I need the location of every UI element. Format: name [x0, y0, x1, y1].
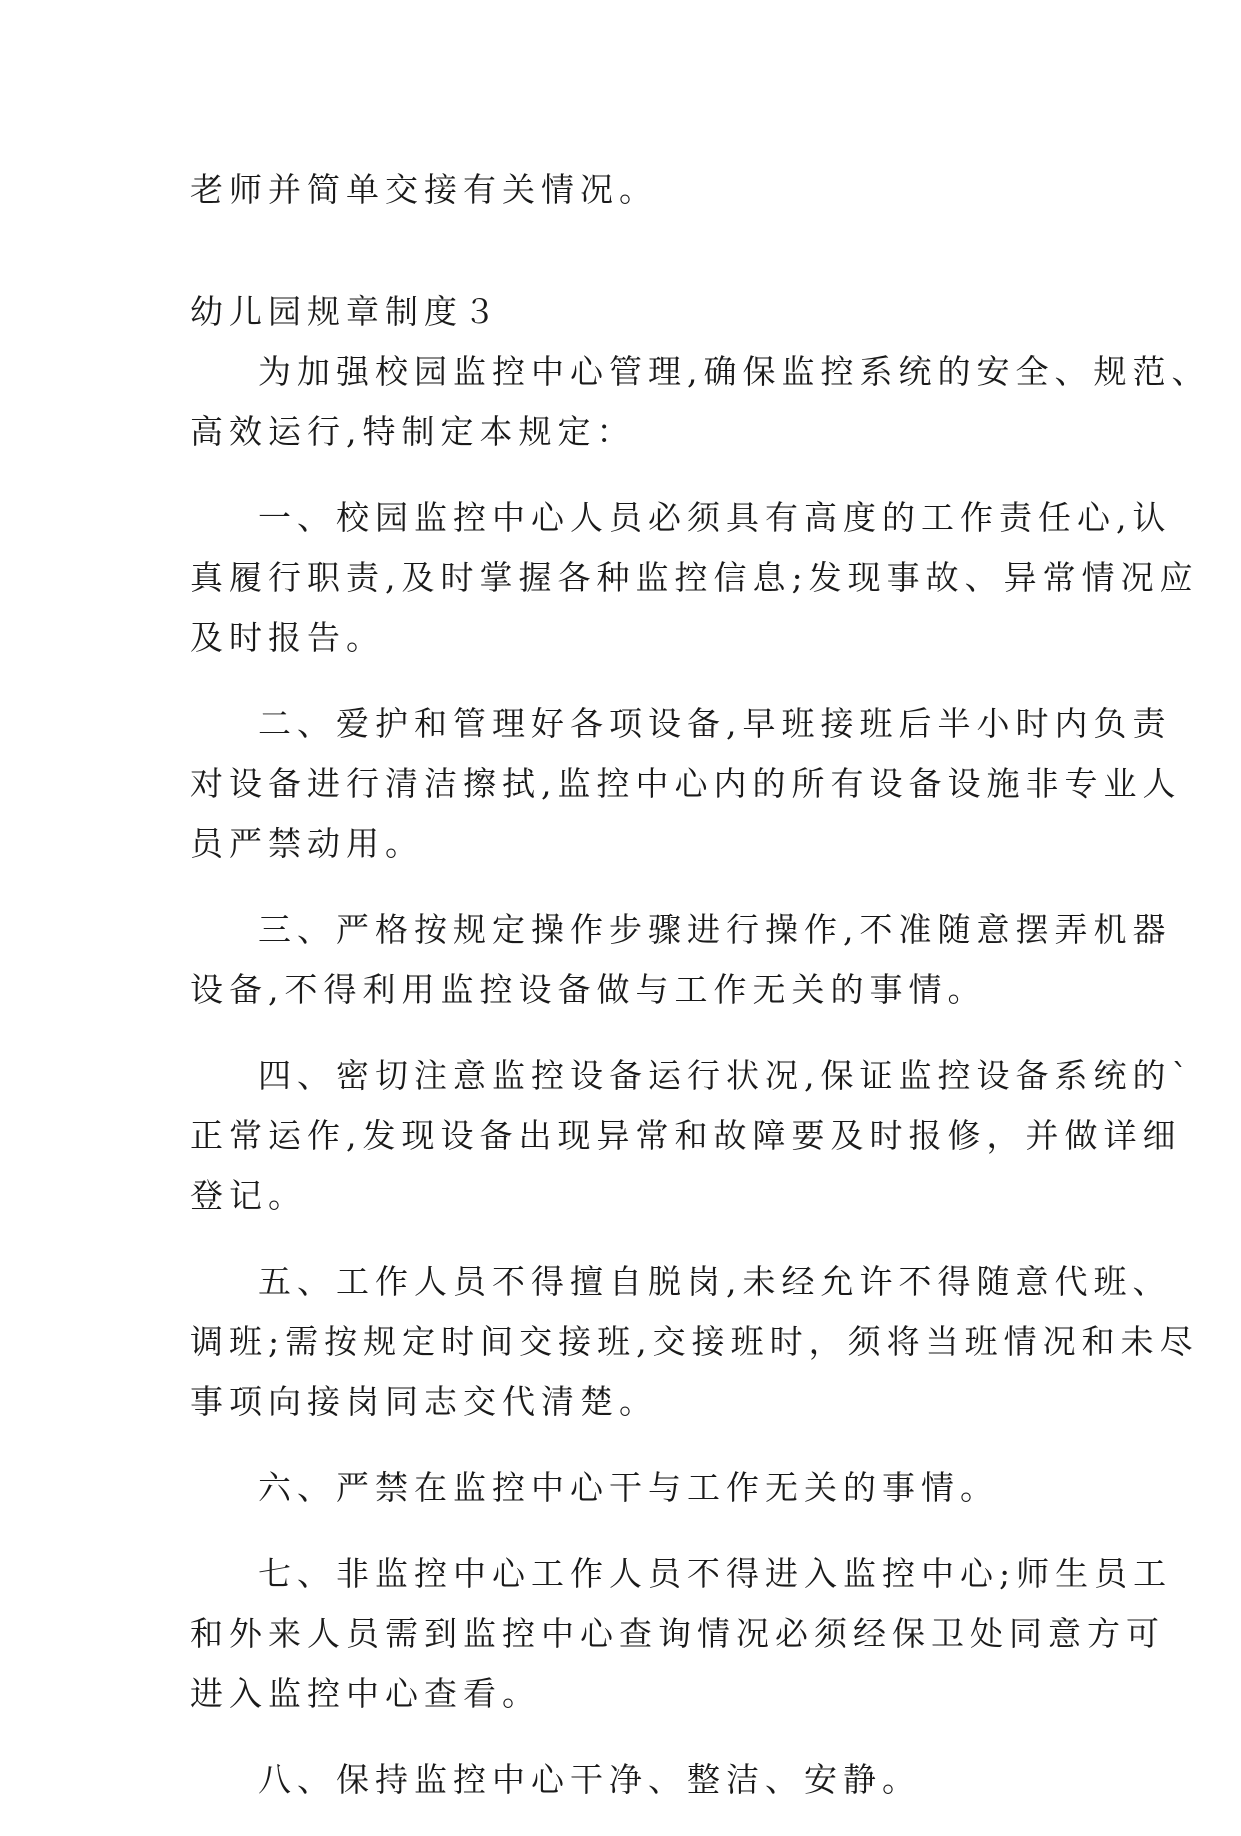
paragraph-line: 四、密切注意监控设备运行状况,保证监控设备系统的`: [258, 1056, 1194, 1095]
paragraph-line: 进入监控中心查看。: [190, 1674, 541, 1713]
rule-paragraph-2: [190, 694, 1182, 874]
paragraph-line: 调班;需按规定时间交接班,交接班时，须将当班情况和未尽: [190, 1322, 1199, 1361]
paragraph-line: 事项向接岗同志交代清楚。: [190, 1382, 658, 1421]
paragraph-line: 为加强校园监控中心管理,确保监控系统的安全、规范、: [258, 352, 1211, 391]
paragraph-line: 二、爱护和管理好各项设备,早班接班后半小时内负责: [258, 704, 1172, 743]
paragraph-line: 登记。: [190, 1176, 307, 1215]
paragraph-line: 及时报告。: [190, 618, 385, 657]
paragraph-line: 八、保持监控中心干净、整洁、安静。: [258, 1760, 921, 1799]
rule-paragraph-4: [190, 1046, 1194, 1226]
rule-paragraph-8: [190, 1750, 1060, 1810]
paragraph-line: 正常运作,发现设备出现异常和故障要及时报修，并做详细: [190, 1116, 1182, 1155]
paragraph-line: 三、严格按规定操作步骤进行操作,不准随意摆弄机器: [258, 910, 1172, 949]
rule-paragraph-1: [190, 488, 1199, 668]
paragraph-line: 真履行职责,及时掌握各种监控信息;发现事故、异常情况应: [190, 558, 1199, 597]
rule-paragraph-3: [190, 900, 1172, 1020]
rule-paragraph-5: [190, 1252, 1199, 1432]
paragraph-line: 员严禁动用。: [190, 824, 424, 863]
paragraph-line: 对设备进行清洁擦拭,监控中心内的所有设备设施非专业人: [190, 764, 1182, 803]
paragraph-line: 一、校园监控中心人员必须具有高度的工作责任心,认: [258, 498, 1172, 537]
intro-paragraph: [190, 342, 1211, 462]
section-gap: [190, 220, 1060, 282]
rule-paragraph-7: [190, 1544, 1173, 1724]
paragraph-line: 六、严禁在监控中心干与工作无关的事情。: [258, 1468, 999, 1507]
carryover-text: 老师并简单交接有关情况。: [190, 170, 658, 209]
document-body: [190, 160, 1211, 1836]
paragraph-line: 高效运行,特制定本规定：: [190, 412, 636, 451]
paragraph-line: 和外来人员需到监控中心查询情况必须经保卫处同意方可: [190, 1614, 1165, 1653]
paragraph-line: 七、非监控中心工作人员不得进入监控中心;师生员工: [258, 1554, 1173, 1593]
section-heading: 幼儿园规章制度３: [190, 292, 502, 331]
rule-paragraph-6: [190, 1458, 1060, 1518]
paragraph-line: 设备,不得利用监控设备做与工作无关的事情。: [190, 970, 987, 1009]
paragraph-line: 五、工作人员不得擅自脱岗,未经允许不得随意代班、: [258, 1262, 1172, 1301]
